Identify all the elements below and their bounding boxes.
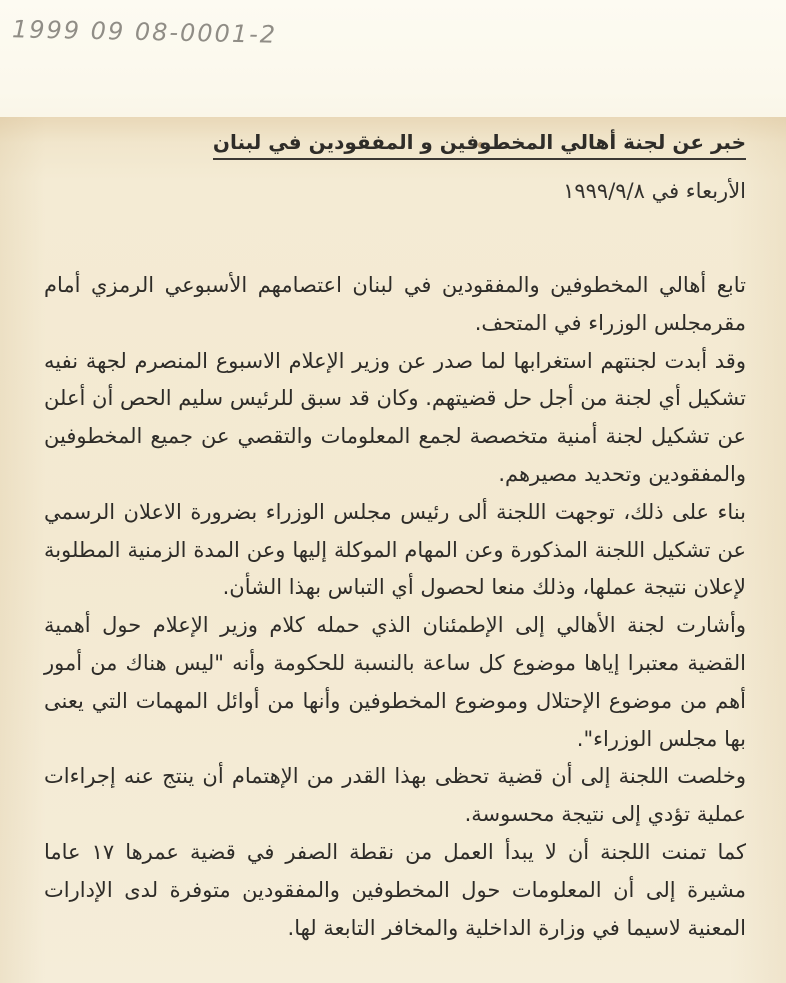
handwritten-archive-number: 1999 09 08-0001-2 [11, 15, 278, 49]
document-page [0, 117, 786, 983]
title-row [44, 129, 746, 160]
body-paragraph: وقد أبدت لجنتهم استغرابها لما صدر عن وزير الإعلام الاسبوع المنصرم لجهة نفيه تشكيل أي لجنة من أجل حل قضيتهم. وكان قد سبق للرئيس سليم الحص أن أعلن عن تشكيل لجنة أمنية متخصصة لجمع المعلومات والتقصي عن جميع المخطوفين والمفقودين وتحديد مصيرهم. [44, 348, 746, 486]
body-paragraph: وأشارت لجنة الأهالي إلى الإطمئنان الذي حمله كلام وزير الإعلام حول أهمية القضية معتبرا إياها موضوع كل ساعة بالنسبة للحكومة وأنه "ليس هناك من أمور أهم من موضوع الإحتلال وموضوع المخطوفين وأنها من أوائل المهمات التي يعنى بها مجلس الوزراء". [44, 613, 746, 751]
document-body [44, 267, 746, 947]
body-paragraph: كما تمنت اللجنة أن لا يبدأ العمل من نقطة الصفر في قضية عمرها ١٧ عاما مشيرة إلى أن المعلومات حول المخطوفين والمفقودين متوفرة لدى الإدارات المعنية لاسيما في وزارة الداخلية والمخافر التابعة لها. [44, 839, 746, 940]
document-date: الأربعاء في ١٩٩٩/٩/٨ [563, 179, 746, 203]
document-title: خبر عن لجنة أهالي المخطوفين و المفقودين في لبنان [213, 129, 746, 160]
body-paragraph: بناء على ذلك، توجهت اللجنة ألى رئيس مجلس الوزراء بضرورة الاعلان الرسمي عن تشكيل اللجنة المذكورة وعن المهام الموكلة إليها وعن المدة الزمنية المطلوبة لإعلان نتيجة عملها، وذلك منعا لحصول أي التباس بهذا الشأن. [44, 499, 746, 600]
body-paragraph: تابع أهالي المخطوفين والمفقودين في لبنان اعتصامهم الأسبوعي الرمزي أمام مقرمجلس الوزراء في المتحف. [44, 273, 746, 335]
body-paragraph: وخلصت اللجنة إلى أن قضية تحظى بهذا القدر من الإهتمام أن ينتج عنه إجراءات عملية تؤدي إلى نتيجة محسوسة. [44, 764, 746, 827]
document-content [44, 129, 746, 947]
